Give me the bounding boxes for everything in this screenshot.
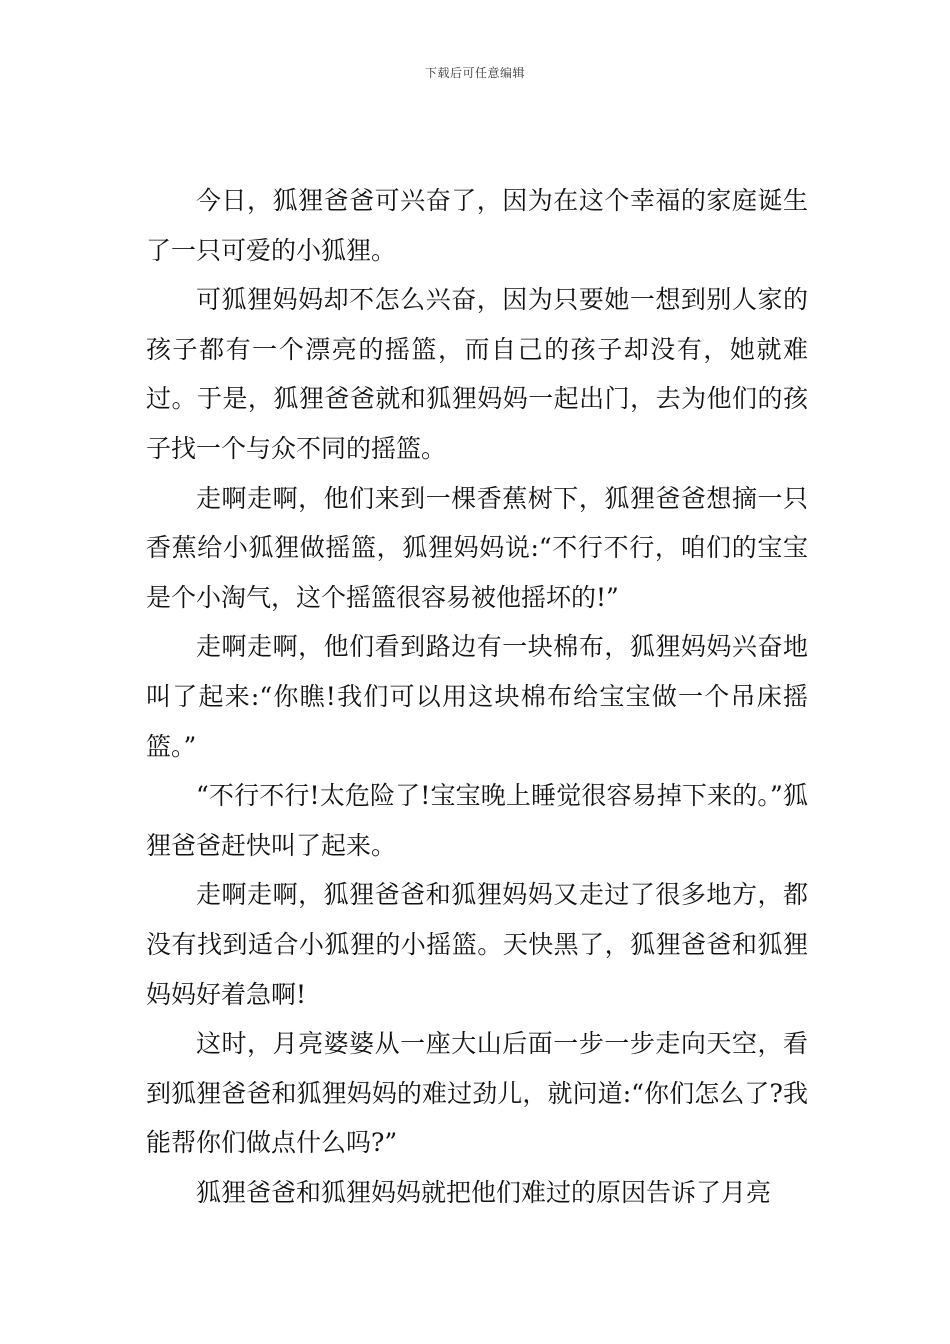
paragraph: 可狐狸妈妈却不怎么兴奋，因为只要她一想到别人家的孩子都有一个漂亮的摇篮，而自己的孩子却没有，她就难过。于是，狐狸爸爸就和狐狸妈妈一起出门，去为他们的孩子找一个与众不同的摇篮。 (146, 285, 808, 463)
paragraph: 走啊走啊，他们看到路边有一块棉布，狐狸妈妈兴奋地叫了起来:“你瞧!我们可以用这块棉布给宝宝做一个吊床摇篮。” (146, 632, 808, 761)
paragraph: 狐狸爸爸和狐狸妈妈就把他们难过的原因告诉了月亮 (196, 1177, 772, 1207)
paragraph: 走啊走啊，狐狸爸爸和狐狸妈妈又走过了很多地方，都没有找到适合小狐狸的小摇篮。天快黑了，狐狸爸爸和狐狸妈妈好着急啊! (146, 880, 808, 1009)
paragraph: “不行不行!太危险了!宝宝晚上睡觉很容易掉下来的。”狐狸爸爸赶快叫了起来。 (146, 781, 808, 860)
paragraph: 走啊走啊，他们来到一棵香蕉树下，狐狸爸爸想摘一只香蕉给小狐狸做摇篮，狐狸妈妈说:“不行不行，咱们的宝宝是个小淘气，这个摇篮很容易被他摇坏的!” (146, 483, 808, 612)
paragraph: 今日，狐狸爸爸可兴奋了，因为在这个幸福的家庭诞生了一只可爱的小狐狸。 (146, 186, 808, 265)
paragraph: 这时，月亮婆婆从一座大山后面一步一步走向天空，看到狐狸爸爸和狐狸妈妈的难过劲儿，就问道:“你们怎么了?我能帮你们做点什么吗?” (146, 1029, 808, 1158)
header-note: 下载后可任意编辑 (424, 66, 525, 80)
story-body (146, 176, 808, 1217)
